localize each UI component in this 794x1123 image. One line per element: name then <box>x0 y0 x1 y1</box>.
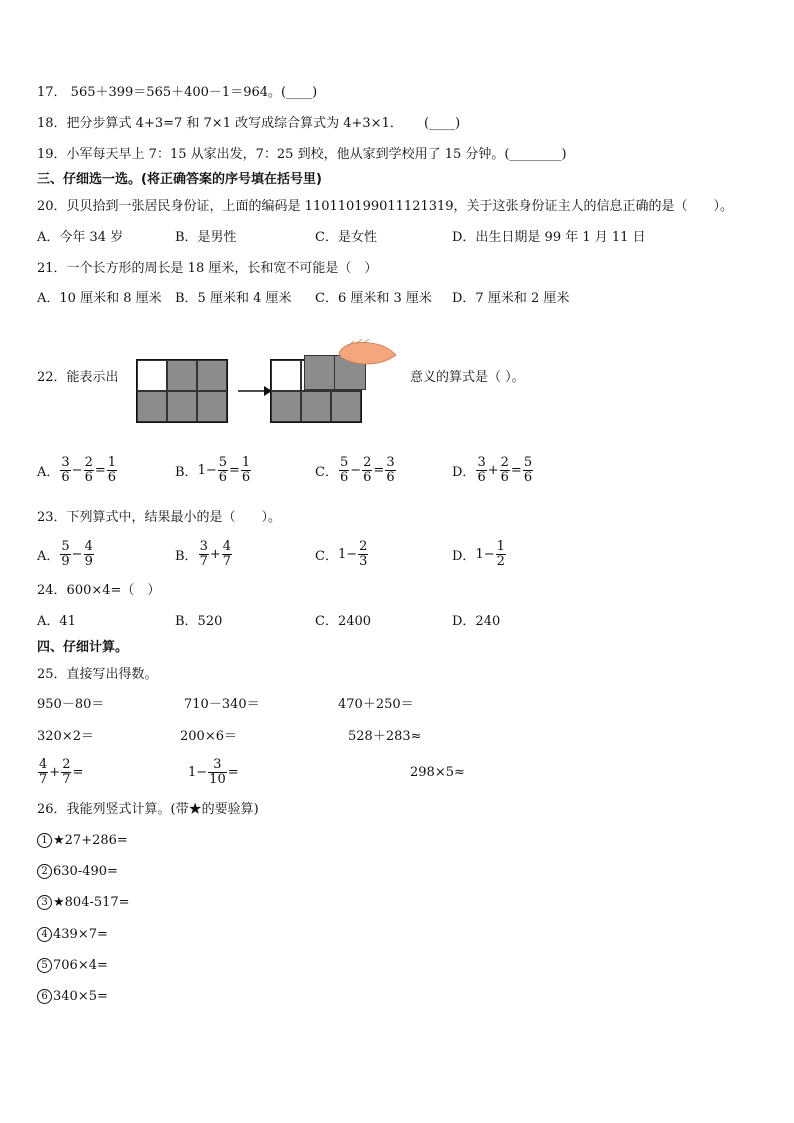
q25-fraction-diff: 1− $\frac{3}{10}$ = <box>188 756 239 787</box>
q22-option-d: D． $\frac{3}{6}$ + $\frac{2}{6}$ = $\frac{5}{6}$ <box>452 454 533 485</box>
q25-item: 528＋283≈ <box>348 729 422 744</box>
fraction-grid-before <box>136 359 228 423</box>
question-24: 24．600×4=（ ） <box>37 583 161 598</box>
q25-item: 298×5≈ <box>410 765 465 780</box>
q25-item: 710－340＝ <box>184 697 260 712</box>
q26-item: 1 ★27+286= <box>37 832 128 850</box>
section-3-heading: 三、仔细选一选。(将正确答案的序号填在括号里) <box>37 172 322 187</box>
question-20: 20．贝贝拾到一张居民身份证，上面的编码是 110110199011121319，关于这张身份证主人的信息正确的是（ ）。 <box>37 199 734 214</box>
q23-option-b: B． $\frac{3}{7}$ + $\frac{4}{7}$ <box>175 538 232 569</box>
question-19: 19．小军每天早上 7：15 从家出发，7：25 到校，他从家到学校用了 15 分钟。(________) <box>37 147 567 162</box>
q24-option-b: B．520 <box>175 614 223 629</box>
question-26: 26．我能列竖式计算。(带★的要验算) <box>37 802 259 817</box>
q23-option-a: A． $\frac{5}{9}$ − $\frac{4}{9}$ <box>37 538 93 569</box>
q20-option-c: C．是女性 <box>315 230 377 245</box>
q22-option-b: B． 1− $\frac{5}{6}$ = $\frac{1}{6}$ <box>175 454 251 485</box>
question-17: 17． 565＋399＝565＋400－1＝964。(____) <box>37 85 318 100</box>
q24-option-c: C．2400 <box>315 614 372 629</box>
question-22-prefix: 22．能表示出 <box>37 370 119 385</box>
question-18: 18．把分步算式 4+3=7 和 7×1 改写成综合算式为 4+3×1． <box>37 116 403 131</box>
question-23: 23．下列算式中，结果最小的是（ ）。 <box>37 510 282 525</box>
q26-item: 5 706×4= <box>37 957 108 975</box>
q23-option-d: D． 1− $\frac{1}{2}$ <box>452 538 505 569</box>
arrow-icon <box>238 384 272 398</box>
question-25: 25．直接写出得数。 <box>37 667 158 682</box>
q22-option-c: C． $\frac{5}{6}$ − $\frac{2}{6}$ = $\frac{3}{6}$ <box>315 454 395 485</box>
q25-item: 950－80＝ <box>37 697 105 712</box>
q26-item: 6 340×5= <box>37 988 108 1006</box>
q21-option-a: A．10 厘米和 8 厘米 <box>37 291 162 306</box>
q20-option-d: D．出生日期是 99 年 1 月 11 日 <box>452 230 646 245</box>
q25-fraction-sum: $\frac{4}{7}$ + $\frac{2}{7}$ = <box>39 756 84 787</box>
q23-option-c: C． 1− $\frac{2}{3}$ <box>315 538 368 569</box>
q26-item: 3 ★804-517= <box>37 894 130 912</box>
hand-icon <box>336 337 398 369</box>
q24-option-a: A．41 <box>37 614 76 629</box>
question-21: 21．一个长方形的周长是 18 厘米，长和宽不可能是（ ） <box>37 261 378 276</box>
q24-option-d: D．240 <box>452 614 501 629</box>
q25-item: 470＋250＝ <box>338 697 414 712</box>
question-18-blank: (____) <box>424 116 461 131</box>
q26-item: 2 630-490= <box>37 863 118 881</box>
section-4-heading: 四、仔细计算。 <box>37 640 129 655</box>
q20-option-b: B．是男性 <box>175 230 237 245</box>
q21-option-d: D．7 厘米和 2 厘米 <box>452 291 570 306</box>
q21-option-c: C．6 厘米和 3 厘米 <box>315 291 432 306</box>
q25-item: 200×6＝ <box>180 729 237 744</box>
q25-item: 320×2＝ <box>37 729 94 744</box>
q21-option-b: B．5 厘米和 4 厘米 <box>175 291 292 306</box>
q22-option-a: A． $\frac{3}{6}$ − $\frac{2}{6}$ = $\frac{1}{6}$ <box>37 454 117 485</box>
q20-option-a: A．今年 34 岁 <box>37 230 124 245</box>
question-22-suffix: 意义的算式是（ ）。 <box>410 370 525 385</box>
q26-item: 4 439×7= <box>37 926 108 944</box>
